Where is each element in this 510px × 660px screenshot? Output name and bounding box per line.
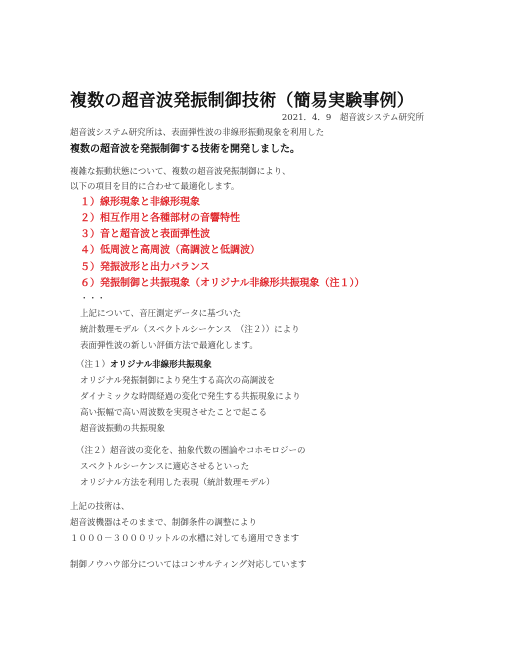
intro-line: 超音波システム研究所は、表面弾性波の非線形振動現象を利用した xyxy=(70,128,325,138)
objective-item: ２）相互作用と各種部材の音響特性 xyxy=(80,213,240,224)
note1-line: オリジナル発振制御により発生する高次の高調波を xyxy=(80,376,276,386)
tech-line: 上記の技術は、 xyxy=(70,502,130,512)
page-title: 複数の超音波発振制御技術（簡易実験事例） xyxy=(70,91,414,111)
analysis-line: 表面弾性波の新しい評価方法で最適化します。 xyxy=(80,341,258,351)
objective-item: ４）低周波と高周波（高調波と低調波） xyxy=(80,245,260,256)
note1-prefix: （注１） xyxy=(76,360,111,370)
lead-line: 複雑な振動状態について、複数の超音波発振制御により、 xyxy=(70,167,291,177)
analysis-line: 統計数理モデル（スペクトルシーケンス （注２））により xyxy=(80,325,300,335)
objective-item: ３）音と超音波と表面弾性波 xyxy=(80,229,210,240)
analysis-line: 上記について、音圧測定データに基づいた xyxy=(80,309,242,319)
note1-title: オリジナル非線形共振現象 xyxy=(110,360,212,370)
objective-item: ６）発振制御と共振現象（オリジナル非線形共振現象（注１）） xyxy=(80,278,365,289)
tech-line: 超音波機器はそのままで、制御条件の調整により xyxy=(70,518,257,528)
note1-line: 高い振幅で高い周波数を実現させたことで起こる xyxy=(80,408,268,418)
objective-item: ５）発振波形と出力バランス xyxy=(80,262,210,273)
intro-line-bold: 複数の超音波を発振制御する技術を開発しました。 xyxy=(70,144,300,155)
note1-line: ダイナミックな時間経過の変化で発生する共振現象により xyxy=(80,392,301,402)
lead-line: 以下の項目を目的に合わせて最適化します。 xyxy=(70,182,240,192)
consulting-note: 制御ノウハウ部分についてはコンサルティング対応しています xyxy=(70,560,307,570)
note2-line: スペクトルシーケンスに適応させるといった xyxy=(80,462,250,472)
date-and-author: 2021．4．9 超音波システム研究所 xyxy=(281,113,424,123)
note2-line: （注２）超音波の変化を、抽象代数の圏論やコホモロジーの xyxy=(76,446,306,456)
note1-line: 超音波振動の共振現象 xyxy=(80,424,166,434)
note2-line: オリジナル方法を利用した表現（統計数理モデル） xyxy=(80,478,275,488)
tech-line: １０００－３０００リットルの水槽に対しても適用できます xyxy=(70,534,300,544)
objective-item: １）線形現象と非線形現象 xyxy=(80,197,200,208)
note1-heading xyxy=(76,361,212,370)
ellipsis: ・・・ xyxy=(80,294,106,304)
